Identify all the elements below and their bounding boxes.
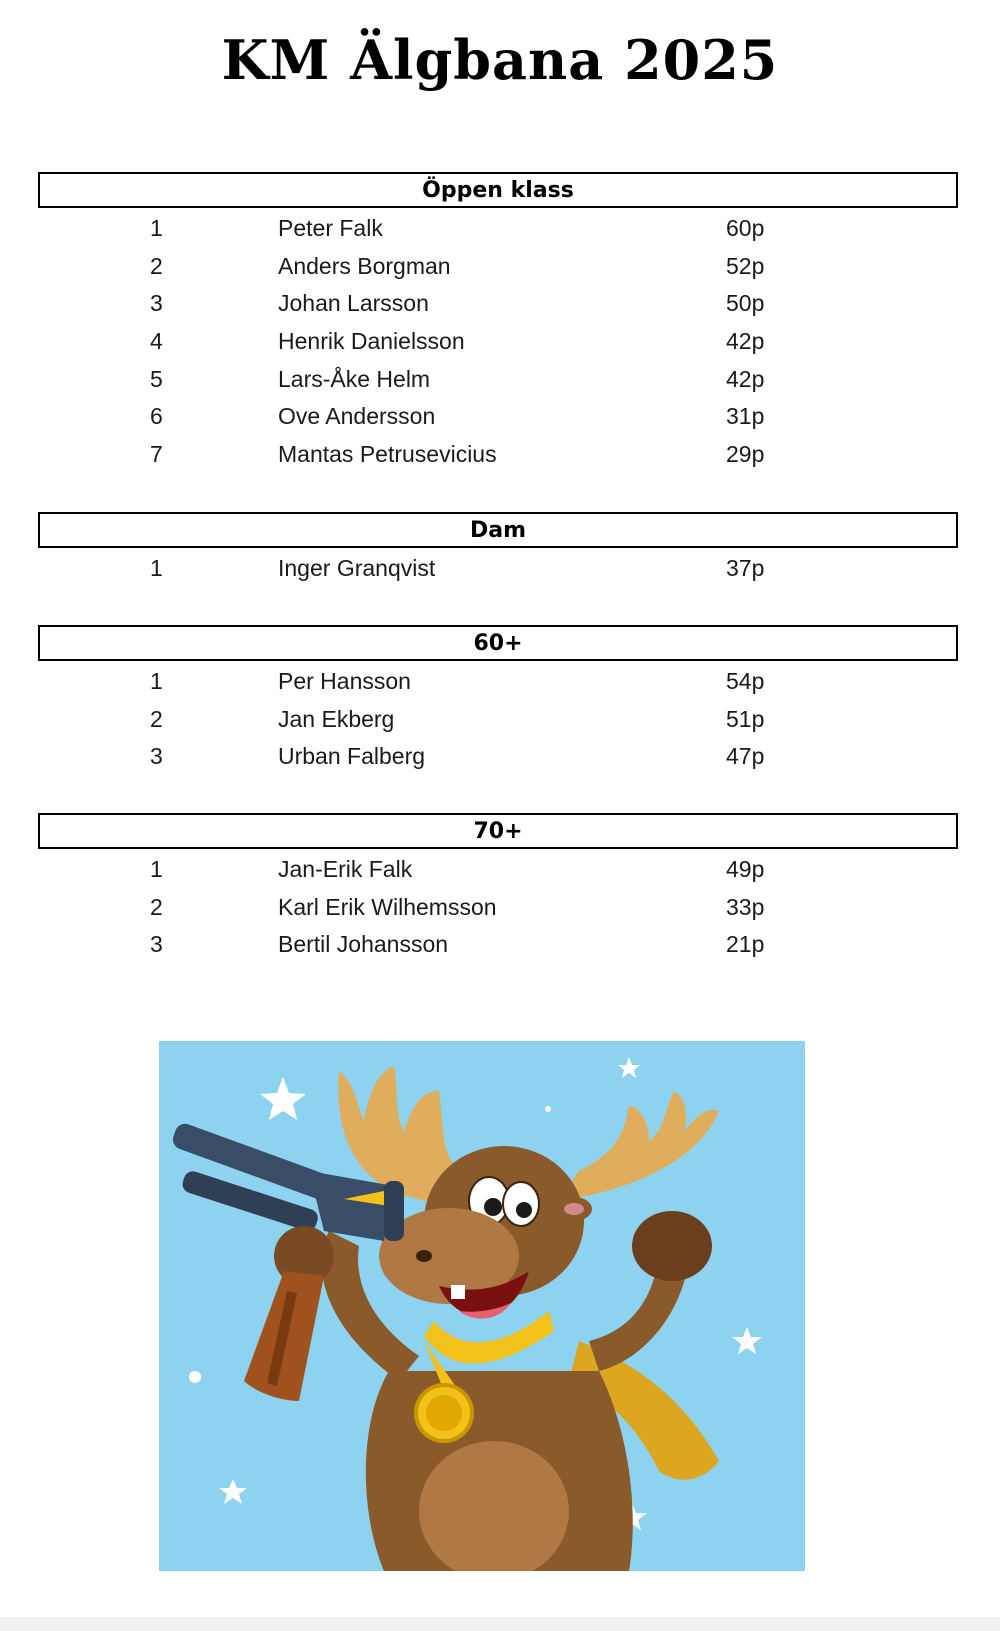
competitor-name: Lars-Åke Helm <box>278 365 431 392</box>
score: 60p <box>726 215 765 241</box>
results-list <box>38 550 958 588</box>
score: 42p <box>726 365 765 392</box>
result-row <box>38 210 958 248</box>
score: 31p <box>726 403 765 430</box>
results-list <box>38 663 958 776</box>
result-row <box>38 436 958 474</box>
result-row <box>38 851 958 889</box>
competitor-name: Mantas Petrusevicius <box>278 441 497 468</box>
competitor-name: Henrik Danielsson <box>278 328 465 355</box>
result-row <box>38 738 958 776</box>
competitor-name: Jan-Erik Falk <box>278 856 413 882</box>
rank: 2 <box>150 252 163 279</box>
score: 42p <box>726 328 765 355</box>
rank: 7 <box>150 441 163 468</box>
rank: 1 <box>150 856 163 882</box>
section-header: Öppen klass <box>38 172 958 208</box>
score: 51p <box>726 705 765 732</box>
result-row <box>38 248 958 286</box>
moose-with-gun-and-medal-icon <box>159 1041 805 1571</box>
result-row <box>38 926 958 964</box>
result-row <box>38 701 958 739</box>
rank: 4 <box>150 328 163 355</box>
results-section-women <box>38 512 958 588</box>
competitor-name: Anders Borgman <box>278 252 451 279</box>
result-row <box>38 663 958 701</box>
score: 37p <box>726 555 765 581</box>
results-section-70-plus <box>38 813 958 964</box>
competitor-name: Johan Larsson <box>278 290 429 317</box>
result-row <box>38 361 958 399</box>
result-row <box>38 550 958 588</box>
score: 21p <box>726 931 765 958</box>
score: 54p <box>726 668 765 694</box>
competitor-name: Inger Granqvist <box>278 555 436 581</box>
competitor-name: Jan Ekberg <box>278 705 395 732</box>
rank: 3 <box>150 743 163 770</box>
score: 50p <box>726 290 765 317</box>
results-list <box>38 851 958 964</box>
results-list <box>38 210 958 474</box>
score: 29p <box>726 441 765 468</box>
rank: 3 <box>150 931 163 958</box>
moose-illustration <box>159 1041 805 1571</box>
competitor-name: Urban Falberg <box>278 743 426 770</box>
rank: 2 <box>150 893 163 920</box>
results-section-open-class <box>38 172 958 474</box>
score: 47p <box>726 743 765 770</box>
result-row <box>38 398 958 436</box>
competitor-name: Peter Falk <box>278 215 383 241</box>
score: 33p <box>726 893 765 920</box>
rank: 3 <box>150 290 163 317</box>
competitor-name: Bertil Johansson <box>278 931 449 958</box>
page-bottom-edge <box>0 1617 1000 1631</box>
section-header: 70+ <box>38 813 958 849</box>
score: 52p <box>726 252 765 279</box>
section-header: Dam <box>38 512 958 548</box>
rank: 1 <box>150 555 163 581</box>
score: 49p <box>726 856 765 882</box>
competitor-name: Per Hansson <box>278 668 411 694</box>
results-section-60-plus <box>38 625 958 776</box>
result-row <box>38 889 958 927</box>
rank: 5 <box>150 365 163 392</box>
rank: 1 <box>150 215 163 241</box>
rank: 1 <box>150 668 163 694</box>
page-title: KM Älgbana 2025 <box>221 28 779 92</box>
rank: 6 <box>150 403 163 430</box>
competitor-name: Karl Erik Wilhemsson <box>278 893 497 920</box>
competitor-name: Ove Andersson <box>278 403 436 430</box>
result-row <box>38 323 958 361</box>
section-header: 60+ <box>38 625 958 661</box>
rank: 2 <box>150 705 163 732</box>
result-row <box>38 285 958 323</box>
